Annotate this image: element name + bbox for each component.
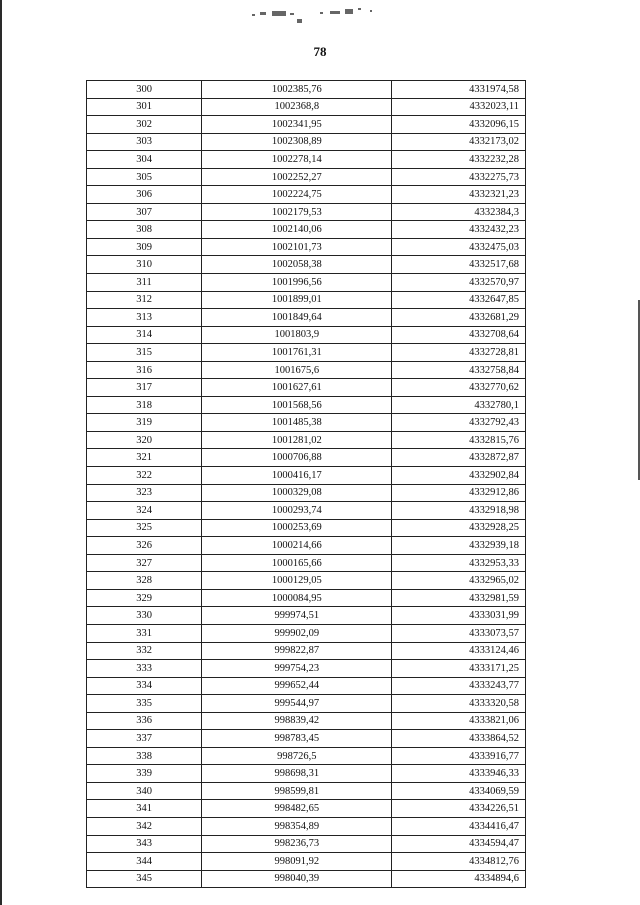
table-row xyxy=(87,186,526,204)
x-coordinate-cell: 1000165,66 xyxy=(202,554,392,572)
table-row xyxy=(87,642,526,660)
y-coordinate-cell: 4332475,03 xyxy=(392,238,526,256)
point-number-cell: 343 xyxy=(87,835,202,853)
table-row xyxy=(87,730,526,748)
table-row xyxy=(87,151,526,169)
table-row xyxy=(87,537,526,555)
y-coordinate-cell: 4332770,62 xyxy=(392,379,526,397)
point-number-cell: 341 xyxy=(87,800,202,818)
table-row xyxy=(87,274,526,292)
point-number-cell: 340 xyxy=(87,782,202,800)
y-coordinate-cell: 4333171,25 xyxy=(392,660,526,678)
table-row xyxy=(87,607,526,625)
y-coordinate-cell: 4332872,87 xyxy=(392,449,526,467)
point-number-cell: 320 xyxy=(87,431,202,449)
table-row xyxy=(87,502,526,520)
y-coordinate-cell: 4333124,46 xyxy=(392,642,526,660)
point-number-cell: 345 xyxy=(87,870,202,888)
table-row xyxy=(87,677,526,695)
point-number-cell: 342 xyxy=(87,817,202,835)
x-coordinate-cell: 1002224,75 xyxy=(202,186,392,204)
coordinates-table-body xyxy=(87,81,526,888)
x-coordinate-cell: 1000706,88 xyxy=(202,449,392,467)
point-number-cell: 335 xyxy=(87,695,202,713)
y-coordinate-cell: 4332708,64 xyxy=(392,326,526,344)
x-coordinate-cell: 1000129,05 xyxy=(202,572,392,590)
table-row xyxy=(87,589,526,607)
table-row xyxy=(87,133,526,151)
scan-left-edge xyxy=(0,0,2,905)
x-coordinate-cell: 999652,44 xyxy=(202,677,392,695)
point-number-cell: 306 xyxy=(87,186,202,204)
point-number-cell: 324 xyxy=(87,502,202,520)
x-coordinate-cell: 1001675,6 xyxy=(202,361,392,379)
x-coordinate-cell: 998726,5 xyxy=(202,747,392,765)
x-coordinate-cell: 1002385,76 xyxy=(202,81,392,99)
x-coordinate-cell: 1002101,73 xyxy=(202,238,392,256)
table-row xyxy=(87,853,526,871)
point-number-cell: 344 xyxy=(87,853,202,871)
x-coordinate-cell: 998040,39 xyxy=(202,870,392,888)
y-coordinate-cell: 4332275,73 xyxy=(392,168,526,186)
x-coordinate-cell: 1001281,02 xyxy=(202,431,392,449)
table-row xyxy=(87,361,526,379)
y-coordinate-cell: 4333320,58 xyxy=(392,695,526,713)
y-coordinate-cell: 4332517,68 xyxy=(392,256,526,274)
table-row xyxy=(87,256,526,274)
x-coordinate-cell: 1000293,74 xyxy=(202,502,392,520)
point-number-cell: 316 xyxy=(87,361,202,379)
y-coordinate-cell: 4334594,47 xyxy=(392,835,526,853)
point-number-cell: 305 xyxy=(87,168,202,186)
coordinates-table xyxy=(86,80,526,888)
y-coordinate-cell: 4332647,85 xyxy=(392,291,526,309)
y-coordinate-cell: 4331974,58 xyxy=(392,81,526,99)
point-number-cell: 331 xyxy=(87,624,202,642)
y-coordinate-cell: 4333864,52 xyxy=(392,730,526,748)
table-row xyxy=(87,572,526,590)
y-coordinate-cell: 4334226,51 xyxy=(392,800,526,818)
y-coordinate-cell: 4332023,11 xyxy=(392,98,526,116)
x-coordinate-cell: 998482,65 xyxy=(202,800,392,818)
point-number-cell: 315 xyxy=(87,344,202,362)
x-coordinate-cell: 1001627,61 xyxy=(202,379,392,397)
point-number-cell: 337 xyxy=(87,730,202,748)
x-coordinate-cell: 998236,73 xyxy=(202,835,392,853)
table-row xyxy=(87,396,526,414)
point-number-cell: 318 xyxy=(87,396,202,414)
x-coordinate-cell: 1001996,56 xyxy=(202,274,392,292)
x-coordinate-cell: 999902,09 xyxy=(202,624,392,642)
y-coordinate-cell: 4332792,43 xyxy=(392,414,526,432)
table-row xyxy=(87,81,526,99)
x-coordinate-cell: 1000253,69 xyxy=(202,519,392,537)
y-coordinate-cell: 4333821,06 xyxy=(392,712,526,730)
y-coordinate-cell: 4332758,84 xyxy=(392,361,526,379)
point-number-cell: 301 xyxy=(87,98,202,116)
point-number-cell: 312 xyxy=(87,291,202,309)
point-number-cell: 310 xyxy=(87,256,202,274)
y-coordinate-cell: 4334069,59 xyxy=(392,782,526,800)
y-coordinate-cell: 4333243,77 xyxy=(392,677,526,695)
y-coordinate-cell: 4332096,15 xyxy=(392,116,526,134)
table-row xyxy=(87,712,526,730)
x-coordinate-cell: 999754,23 xyxy=(202,660,392,678)
x-coordinate-cell: 1001485,38 xyxy=(202,414,392,432)
point-number-cell: 314 xyxy=(87,326,202,344)
point-number-cell: 332 xyxy=(87,642,202,660)
x-coordinate-cell: 1000084,95 xyxy=(202,589,392,607)
table-row xyxy=(87,98,526,116)
table-row xyxy=(87,379,526,397)
table-row xyxy=(87,203,526,221)
point-number-cell: 311 xyxy=(87,274,202,292)
point-number-cell: 325 xyxy=(87,519,202,537)
point-number-cell: 328 xyxy=(87,572,202,590)
point-number-cell: 319 xyxy=(87,414,202,432)
point-number-cell: 334 xyxy=(87,677,202,695)
page-number: 78 xyxy=(313,44,327,59)
table-row xyxy=(87,467,526,485)
y-coordinate-cell: 4332965,02 xyxy=(392,572,526,590)
y-coordinate-cell: 4332728,81 xyxy=(392,344,526,362)
table-row xyxy=(87,431,526,449)
table-row xyxy=(87,519,526,537)
table-row xyxy=(87,291,526,309)
table-row xyxy=(87,624,526,642)
x-coordinate-cell: 1001803,9 xyxy=(202,326,392,344)
x-coordinate-cell: 999974,51 xyxy=(202,607,392,625)
point-number-cell: 300 xyxy=(87,81,202,99)
table-row xyxy=(87,221,526,239)
x-coordinate-cell: 1002341,95 xyxy=(202,116,392,134)
x-coordinate-cell: 998839,42 xyxy=(202,712,392,730)
point-number-cell: 336 xyxy=(87,712,202,730)
x-coordinate-cell: 998783,45 xyxy=(202,730,392,748)
y-coordinate-cell: 4332384,3 xyxy=(392,203,526,221)
table-row xyxy=(87,168,526,186)
y-coordinate-cell: 4332780,1 xyxy=(392,396,526,414)
table-row xyxy=(87,660,526,678)
x-coordinate-cell: 998091,92 xyxy=(202,853,392,871)
x-coordinate-cell: 1002368,8 xyxy=(202,98,392,116)
y-coordinate-cell: 4332918,98 xyxy=(392,502,526,520)
y-coordinate-cell: 4332928,25 xyxy=(392,519,526,537)
table-row xyxy=(87,116,526,134)
point-number-cell: 327 xyxy=(87,554,202,572)
table-row xyxy=(87,747,526,765)
y-coordinate-cell: 4332173,02 xyxy=(392,133,526,151)
y-coordinate-cell: 4334812,76 xyxy=(392,853,526,871)
table-row xyxy=(87,782,526,800)
point-number-cell: 302 xyxy=(87,116,202,134)
y-coordinate-cell: 4332939,18 xyxy=(392,537,526,555)
y-coordinate-cell: 4334894,6 xyxy=(392,870,526,888)
x-coordinate-cell: 1002252,27 xyxy=(202,168,392,186)
x-coordinate-cell: 1002278,14 xyxy=(202,151,392,169)
y-coordinate-cell: 4332912,86 xyxy=(392,484,526,502)
point-number-cell: 338 xyxy=(87,747,202,765)
table-row xyxy=(87,326,526,344)
point-number-cell: 339 xyxy=(87,765,202,783)
point-number-cell: 321 xyxy=(87,449,202,467)
x-coordinate-cell: 1001849,64 xyxy=(202,309,392,327)
x-coordinate-cell: 1000214,66 xyxy=(202,537,392,555)
point-number-cell: 317 xyxy=(87,379,202,397)
x-coordinate-cell: 1000416,17 xyxy=(202,467,392,485)
point-number-cell: 333 xyxy=(87,660,202,678)
point-number-cell: 322 xyxy=(87,467,202,485)
x-coordinate-cell: 999544,97 xyxy=(202,695,392,713)
point-number-cell: 313 xyxy=(87,309,202,327)
x-coordinate-cell: 1001761,31 xyxy=(202,344,392,362)
y-coordinate-cell: 4332321,23 xyxy=(392,186,526,204)
y-coordinate-cell: 4332570,97 xyxy=(392,274,526,292)
x-coordinate-cell: 999822,87 xyxy=(202,642,392,660)
point-number-cell: 330 xyxy=(87,607,202,625)
point-number-cell: 307 xyxy=(87,203,202,221)
x-coordinate-cell: 1001568,56 xyxy=(202,396,392,414)
point-number-cell: 326 xyxy=(87,537,202,555)
y-coordinate-cell: 4332815,76 xyxy=(392,431,526,449)
point-number-cell: 304 xyxy=(87,151,202,169)
x-coordinate-cell: 998599,81 xyxy=(202,782,392,800)
x-coordinate-cell: 998354,89 xyxy=(202,817,392,835)
table-row xyxy=(87,449,526,467)
point-number-cell: 308 xyxy=(87,221,202,239)
x-coordinate-cell: 1002058,38 xyxy=(202,256,392,274)
table-row xyxy=(87,817,526,835)
table-row xyxy=(87,695,526,713)
table-row xyxy=(87,554,526,572)
y-coordinate-cell: 4333946,33 xyxy=(392,765,526,783)
table-row xyxy=(87,765,526,783)
x-coordinate-cell: 1002140,06 xyxy=(202,221,392,239)
y-coordinate-cell: 4332981,59 xyxy=(392,589,526,607)
table-row xyxy=(87,800,526,818)
y-coordinate-cell: 4333916,77 xyxy=(392,747,526,765)
table-row xyxy=(87,484,526,502)
table-row xyxy=(87,238,526,256)
point-number-cell: 329 xyxy=(87,589,202,607)
point-number-cell: 323 xyxy=(87,484,202,502)
table-row xyxy=(87,870,526,888)
point-number-cell: 309 xyxy=(87,238,202,256)
y-coordinate-cell: 4332432,23 xyxy=(392,221,526,239)
table-row xyxy=(87,835,526,853)
y-coordinate-cell: 4334416,47 xyxy=(392,817,526,835)
scan-artifact xyxy=(250,6,400,28)
x-coordinate-cell: 998698,31 xyxy=(202,765,392,783)
y-coordinate-cell: 4332232,28 xyxy=(392,151,526,169)
point-number-cell: 303 xyxy=(87,133,202,151)
y-coordinate-cell: 4332681,29 xyxy=(392,309,526,327)
x-coordinate-cell: 1000329,08 xyxy=(202,484,392,502)
table-row xyxy=(87,414,526,432)
x-coordinate-cell: 1002308,89 xyxy=(202,133,392,151)
y-coordinate-cell: 4333031,99 xyxy=(392,607,526,625)
table-row xyxy=(87,309,526,327)
table-row xyxy=(87,344,526,362)
y-coordinate-cell: 4332953,33 xyxy=(392,554,526,572)
x-coordinate-cell: 1002179,53 xyxy=(202,203,392,221)
y-coordinate-cell: 4332902,84 xyxy=(392,467,526,485)
y-coordinate-cell: 4333073,57 xyxy=(392,624,526,642)
x-coordinate-cell: 1001899,01 xyxy=(202,291,392,309)
